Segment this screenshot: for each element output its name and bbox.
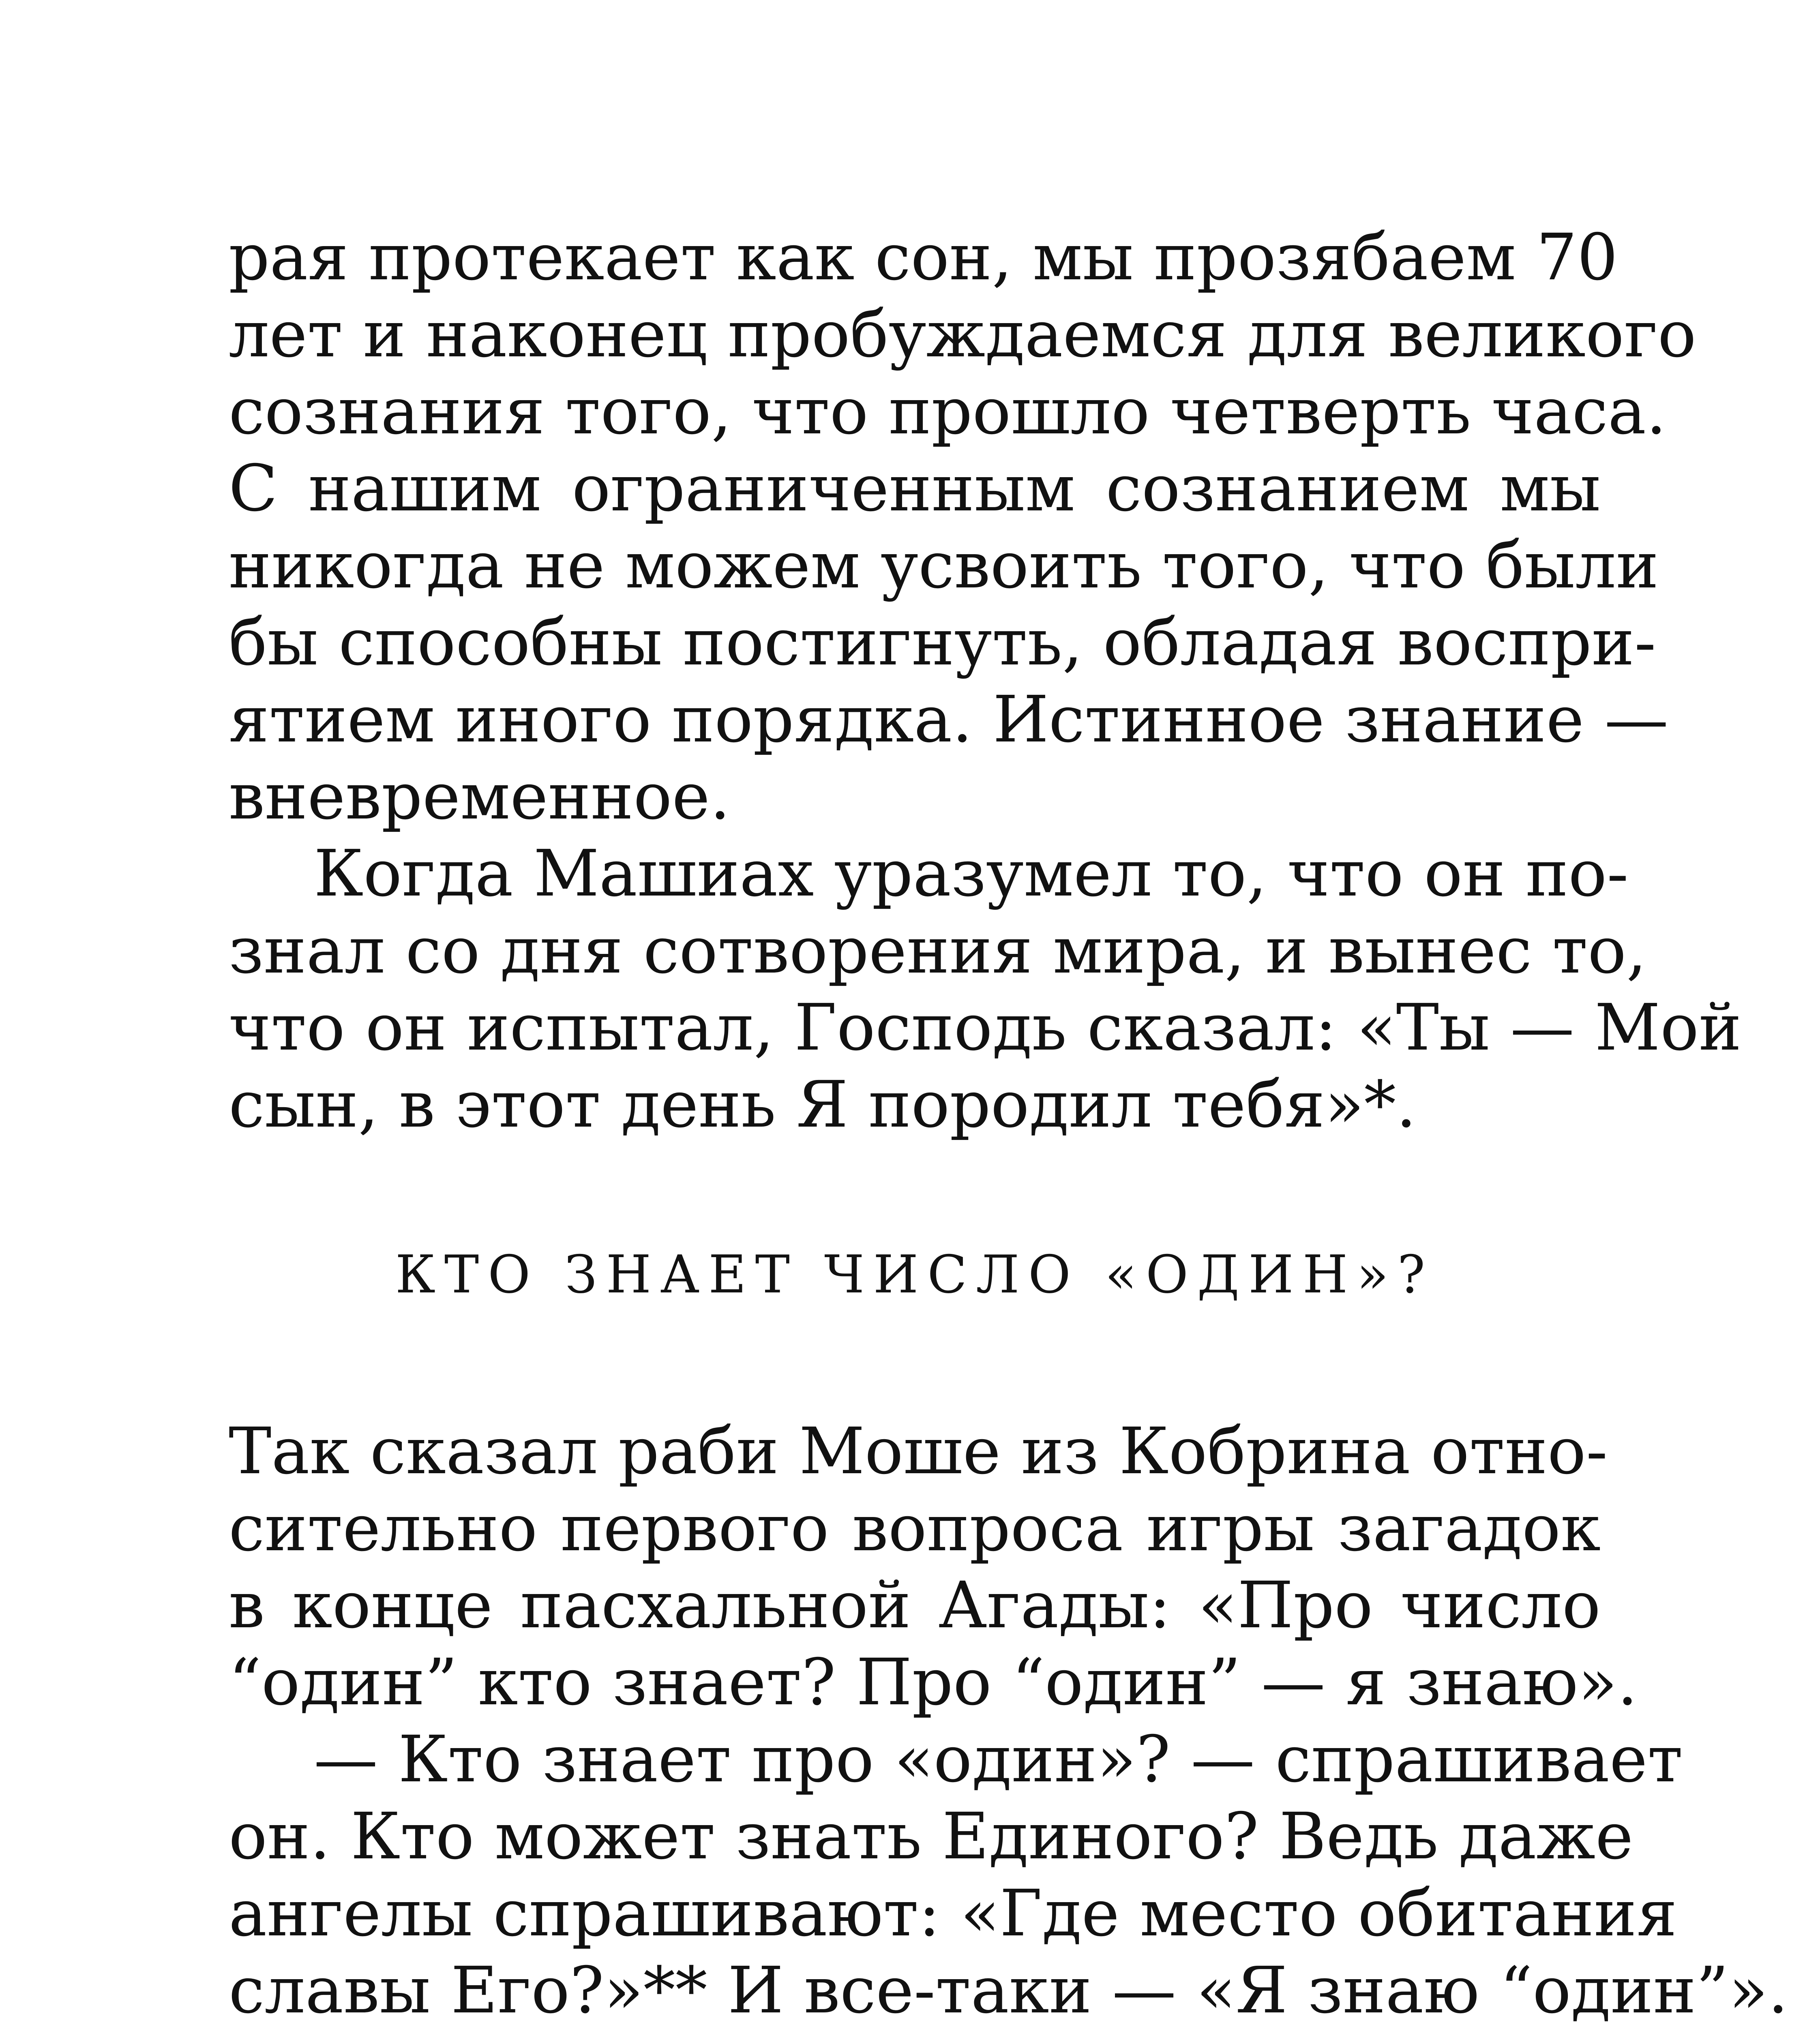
text-line: Так сказал раби Моше из Кобрина отно- xyxy=(229,1414,1608,1489)
body-text-bottom xyxy=(229,1413,1788,2027)
section-heading: КТО ЗНАЕТ ЧИСЛО «ОДИН»? xyxy=(395,1245,1434,1305)
text-line: сительно первого вопроса игры загадок xyxy=(229,1491,1601,1566)
text-line: — Кто знает про «один»? — спрашивает xyxy=(314,1722,1683,1797)
text-line: знал со дня сотворения мира, и вынес то, xyxy=(229,913,1647,988)
text-line: сын, в этот день Я породил тебя»*. xyxy=(229,1067,1417,1142)
text-line: славы Его?»** И все-таки — «Я знаю “один”». xyxy=(229,1953,1788,2027)
text-line: никогда не можем усвоить того, что были xyxy=(229,528,1659,603)
text-line: вневременное. xyxy=(229,759,731,834)
text-line: Когда Машиах уразумел то, что он по- xyxy=(314,836,1629,911)
text-line: “один” кто знает? Про “один” — я знаю». xyxy=(229,1645,1638,1720)
text-line: в конце пасхальной Агады: «Про число xyxy=(229,1568,1601,1643)
text-line: ятием иного порядка. Истинное знание — xyxy=(229,682,1669,757)
text-line: он. Кто может знать Единого? Ведь даже xyxy=(229,1799,1633,1874)
body-text-top xyxy=(229,219,1742,1143)
text-line: С нашим ограниченным сознанием мы xyxy=(229,451,1601,526)
text-line: что он испытал, Господь сказал: «Ты — Мой xyxy=(229,990,1742,1065)
text-line: сознания того, что прошло четверть часа. xyxy=(229,374,1667,449)
text-line: лет и наконец пробуждаемся для великого xyxy=(229,297,1696,372)
text-line: бы способны постигнуть, обладая воспри- xyxy=(229,605,1656,680)
text-line: ангелы спрашивают: «Где место обитания xyxy=(229,1876,1677,1951)
text-line: рая протекает как сон, мы прозябаем 70 xyxy=(229,220,1618,295)
